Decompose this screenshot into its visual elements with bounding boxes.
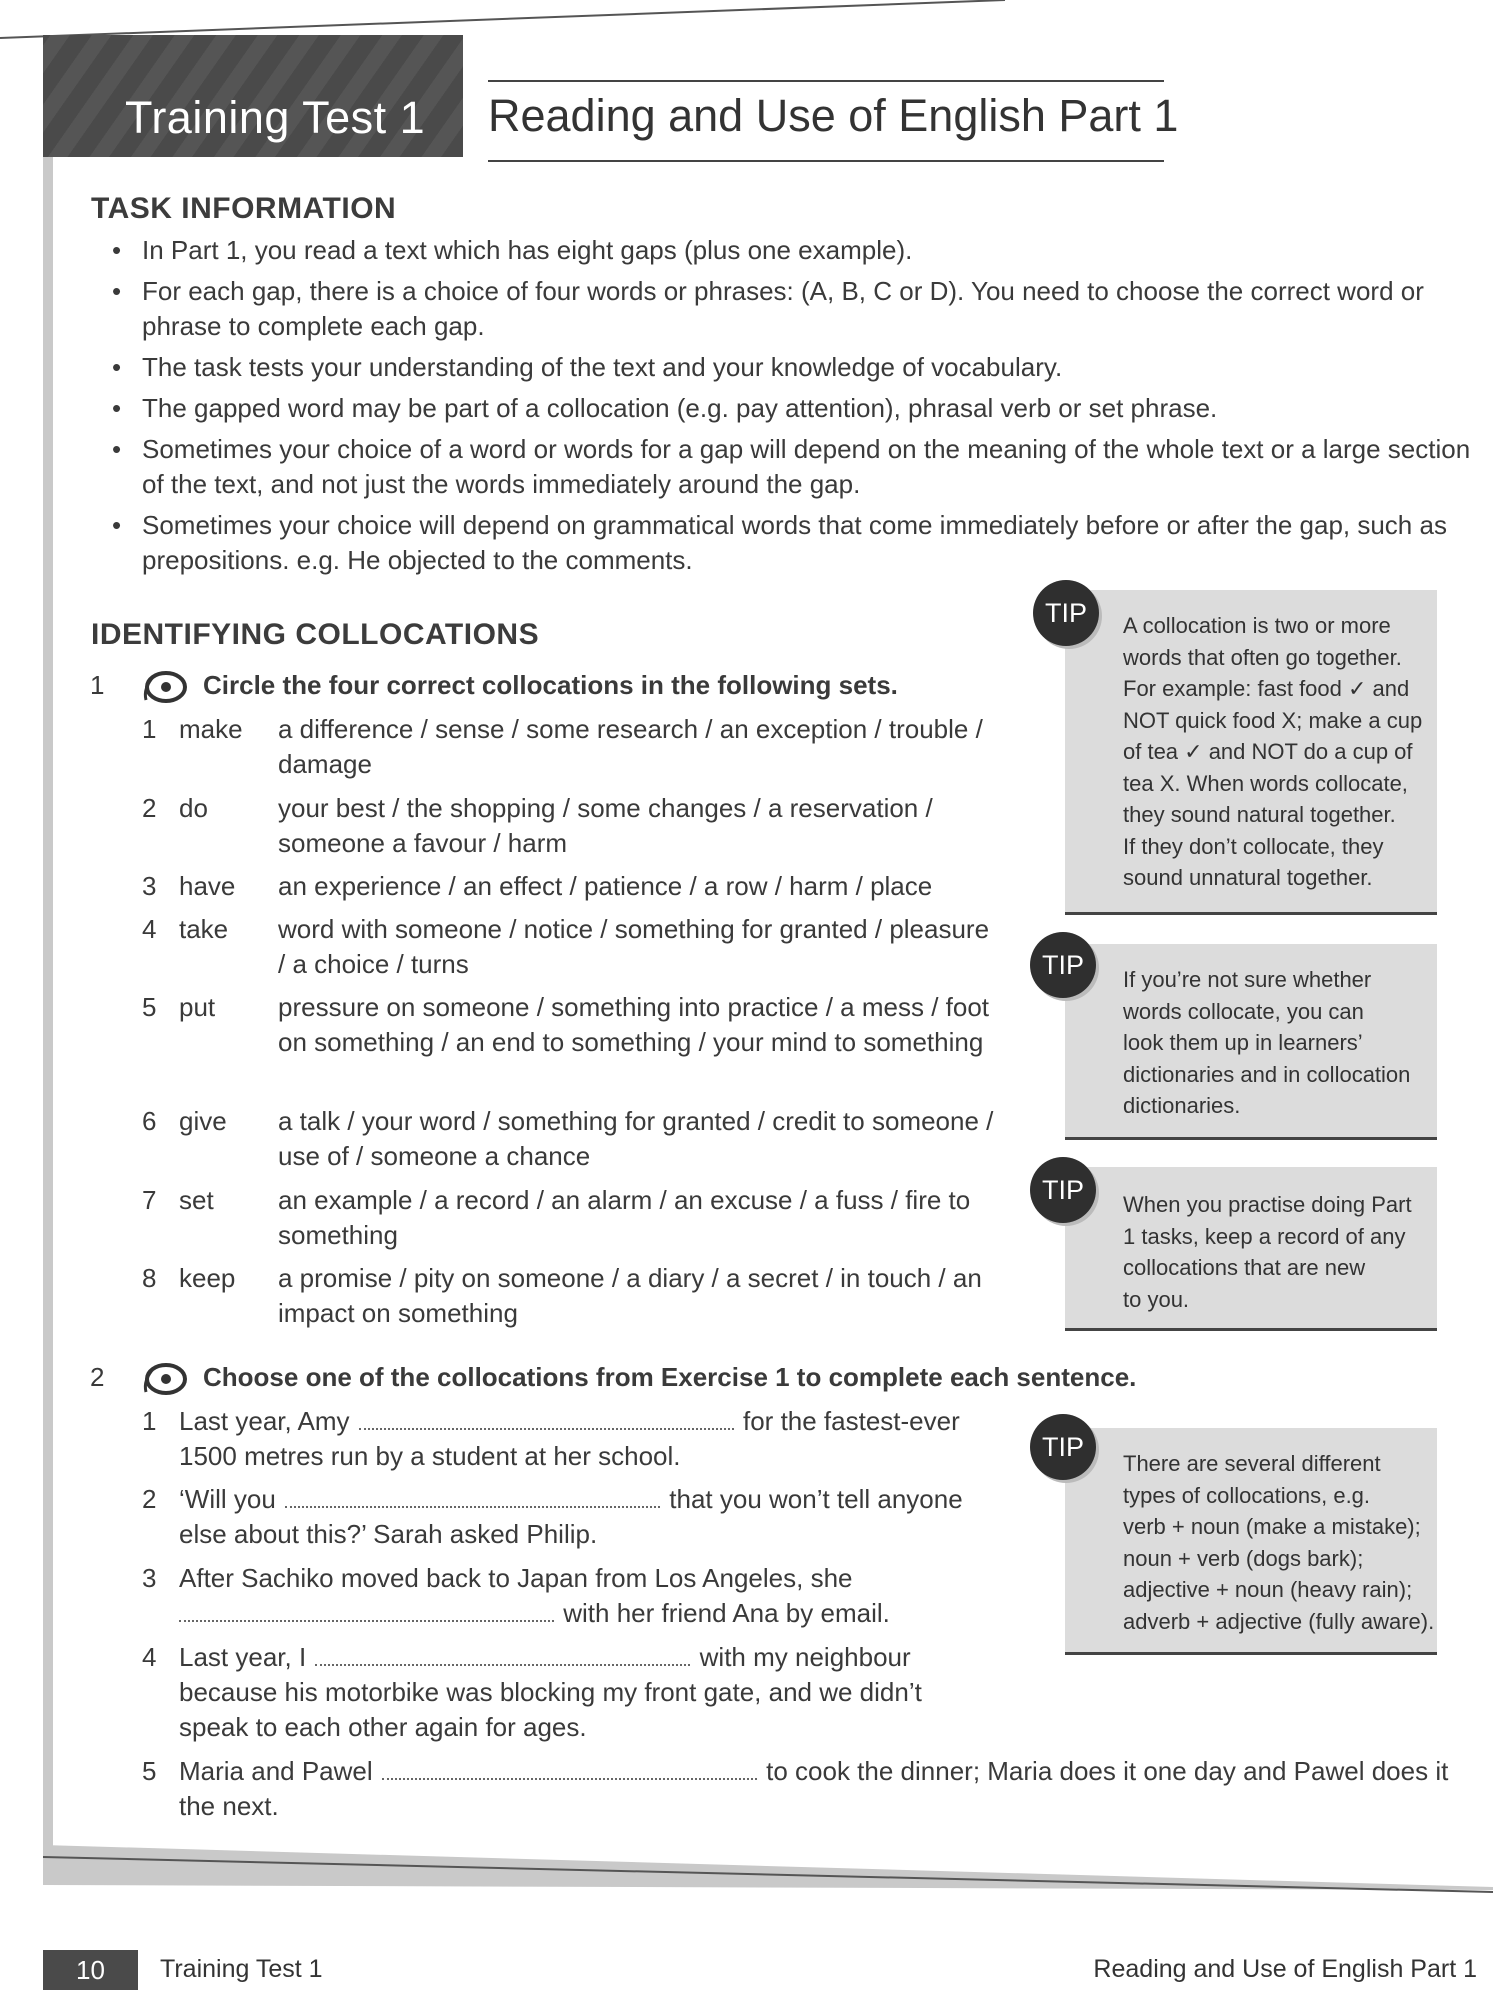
tip-text: If you’re not sure whether words collocate, you can look them up in learners’ dictionaries and in collocation dictionaries. xyxy=(1123,967,1411,1118)
bullet-icon: • xyxy=(112,235,122,265)
tip-badge: TIP xyxy=(1030,1157,1096,1223)
tip-badge: TIP xyxy=(1030,932,1096,998)
page-number: 10 xyxy=(43,1950,138,1990)
bullet-icon: • xyxy=(112,393,122,423)
task-bullet: • For each gap, there is a choice of four words or phrases: (A, B, C or D). You need to choose the correct word or phrase to complete each gap. xyxy=(112,276,1424,341)
footer-part-title: Reading and Use of English Part 1 xyxy=(1093,1955,1477,1983)
top-edge-line xyxy=(0,0,1495,40)
tip-box-record-keeping xyxy=(1065,1167,1437,1331)
header-test-title: Training Test 1 xyxy=(125,92,426,143)
page-left-frame xyxy=(43,35,53,1860)
page-bottom-edge xyxy=(43,1845,1493,1905)
exercise-icon xyxy=(140,668,188,706)
task-information-heading: TASK INFORMATION xyxy=(91,192,397,225)
footer-test-title: Training Test 1 xyxy=(160,1955,323,1983)
task-information-list xyxy=(100,233,1480,584)
exercise-2-instruction: Choose one of the collocations from Exercise 1 to complete each sentence. xyxy=(203,1362,1137,1392)
answer-gap[interactable] xyxy=(382,1756,757,1780)
bullet-icon: • xyxy=(112,510,122,540)
task-bullet: • Sometimes your choice will depend on grammatical words that come immediately before or after the gap, such as prepositions. e.g. He objected to the comments. xyxy=(112,510,1447,575)
task-bullet: • The gapped word may be part of a collocation (e.g. pay attention), phrasal verb or set phrase. xyxy=(100,391,1480,426)
collocations-heading: IDENTIFYING COLLOCATIONS xyxy=(91,618,540,651)
bullet-icon: • xyxy=(112,276,122,306)
tip-badge: TIP xyxy=(1033,580,1099,646)
tip-box-collocation-definition xyxy=(1065,590,1437,915)
header-part-title: Reading and Use of English Part 1 xyxy=(488,90,1179,141)
exercise-icon xyxy=(140,1360,188,1398)
answer-gap[interactable] xyxy=(285,1484,660,1508)
tip-text: When you practise doing Part 1 tasks, keep a record of any collocations that are new to you. xyxy=(1123,1192,1412,1312)
bullet-icon: • xyxy=(112,352,122,382)
task-bullet: • The task tests your understanding of the text and your knowledge of vocabulary. xyxy=(100,350,1480,385)
exercise-2-number: 2 xyxy=(90,1362,105,1392)
task-bullet: • In Part 1, you read a text which has eight gaps (plus one example). xyxy=(100,233,1480,268)
answer-gap[interactable] xyxy=(315,1642,690,1666)
tip-text: There are several different types of collocations, e.g. verb + noun (make a mistake); noun + verb (dogs bark); adjective + noun (heavy rain); adverb + adjective (fully aware). xyxy=(1123,1451,1435,1634)
bullet-icon: • xyxy=(112,434,122,464)
tip-text: A collocation is two or more words that often go together. For example: fast food ✓ and NOT quick food X; make a cup of tea ✓ and NOT do a cup of tea X. When words collocate, they sound natural together. If they don’t collocate, they sound unnatural together. xyxy=(1123,613,1423,890)
tip-box-dictionaries xyxy=(1065,944,1437,1140)
tip-badge: TIP xyxy=(1030,1414,1096,1480)
exercise-1-number: 1 xyxy=(90,670,105,700)
tip-box-collocation-types xyxy=(1065,1428,1437,1655)
task-bullet: • Sometimes your choice of a word or words for a gap will depend on the meaning of the whole text or a large section of the text, and not just the words immediately around the gap. xyxy=(112,434,1471,499)
answer-gap[interactable] xyxy=(359,1406,734,1430)
exercise-1-instruction: Circle the four correct collocations in the following sets. xyxy=(203,670,898,700)
answer-gap[interactable] xyxy=(179,1598,554,1622)
